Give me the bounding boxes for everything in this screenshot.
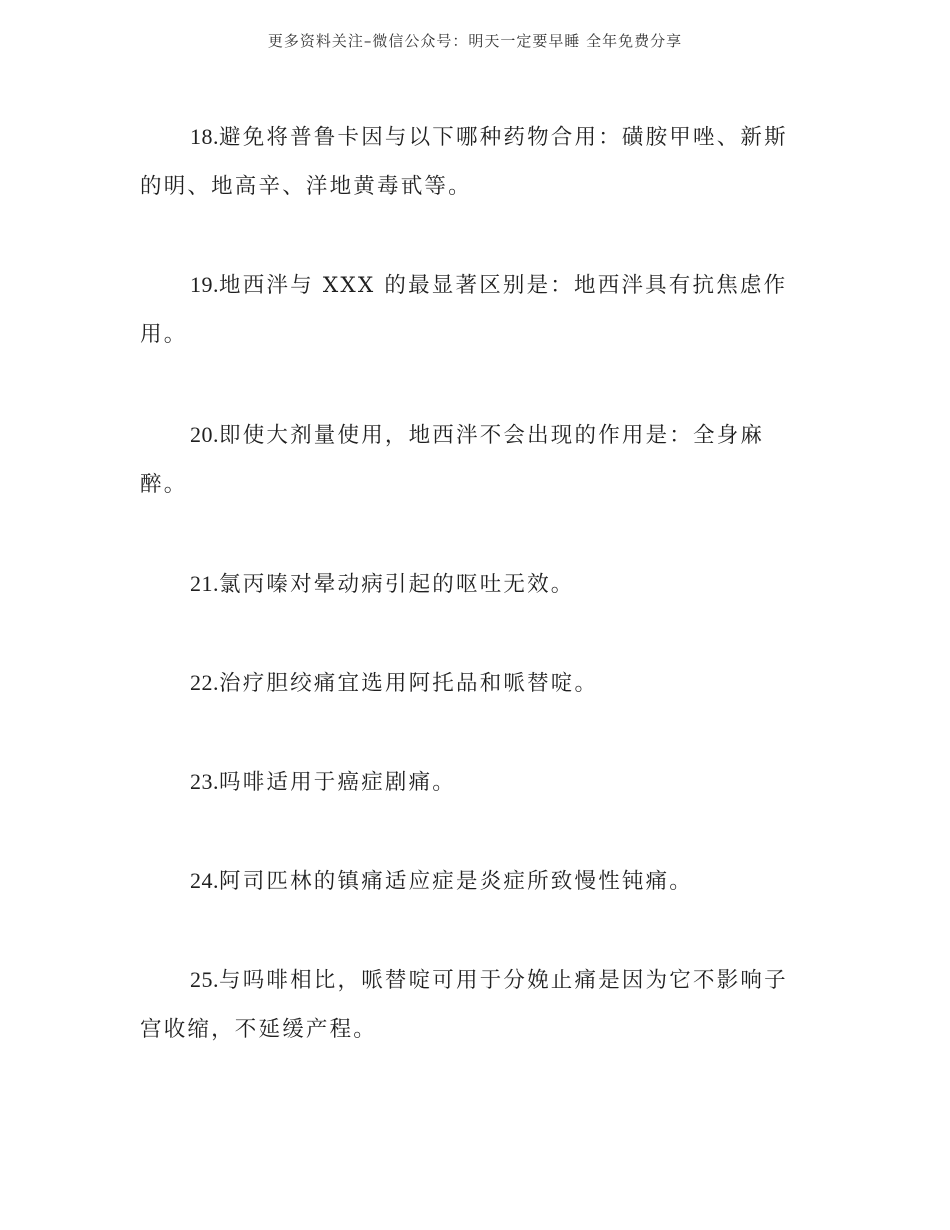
- item-text: 氯丙嗪对晕动病引起的呕吐无效。: [219, 572, 575, 597]
- item-number: 23.: [190, 769, 219, 794]
- list-item: [140, 559, 810, 609]
- list-item: [140, 112, 810, 211]
- item-number: 25.: [190, 967, 219, 992]
- item-number: 24.: [190, 868, 219, 893]
- list-item: [140, 410, 810, 509]
- list-item: [140, 658, 810, 708]
- item-number: 20.: [190, 422, 219, 447]
- item-text: 与吗啡相比，哌替啶可用于分娩止痛是因为它不影响子宫收缩，不延缓产程。: [140, 968, 788, 1042]
- list-item: [140, 757, 810, 807]
- item-text: 阿司匹林的镇痛适应症是炎症所致慢性钝痛。: [219, 869, 694, 894]
- item-text: 吗啡适用于癌症剧痛。: [219, 770, 457, 795]
- item-text: 即使大剂量使用，地西泮不会出现的作用是：全身麻醉。: [140, 423, 765, 497]
- item-number: 22.: [190, 670, 219, 695]
- list-item: [140, 260, 810, 359]
- item-text: 地西泮与 XXX 的最显著区别是：地西泮具有抗焦虑作用。: [140, 273, 788, 347]
- item-number: 19.: [190, 272, 219, 297]
- item-number: 18.: [190, 124, 219, 149]
- item-text: 治疗胆绞痛宜选用阿托品和哌替啶。: [219, 671, 599, 696]
- item-number: 21.: [190, 571, 219, 596]
- list-item: [140, 955, 810, 1054]
- item-text: 避免将普鲁卡因与以下哪种药物合用：磺胺甲唑、新斯的明、地高辛、洋地黄毒甙等。: [140, 125, 788, 199]
- page-header: 更多资料关注–微信公众号：明天一定要早睡 全年免费分享: [267, 32, 683, 50]
- list-item: [140, 856, 810, 906]
